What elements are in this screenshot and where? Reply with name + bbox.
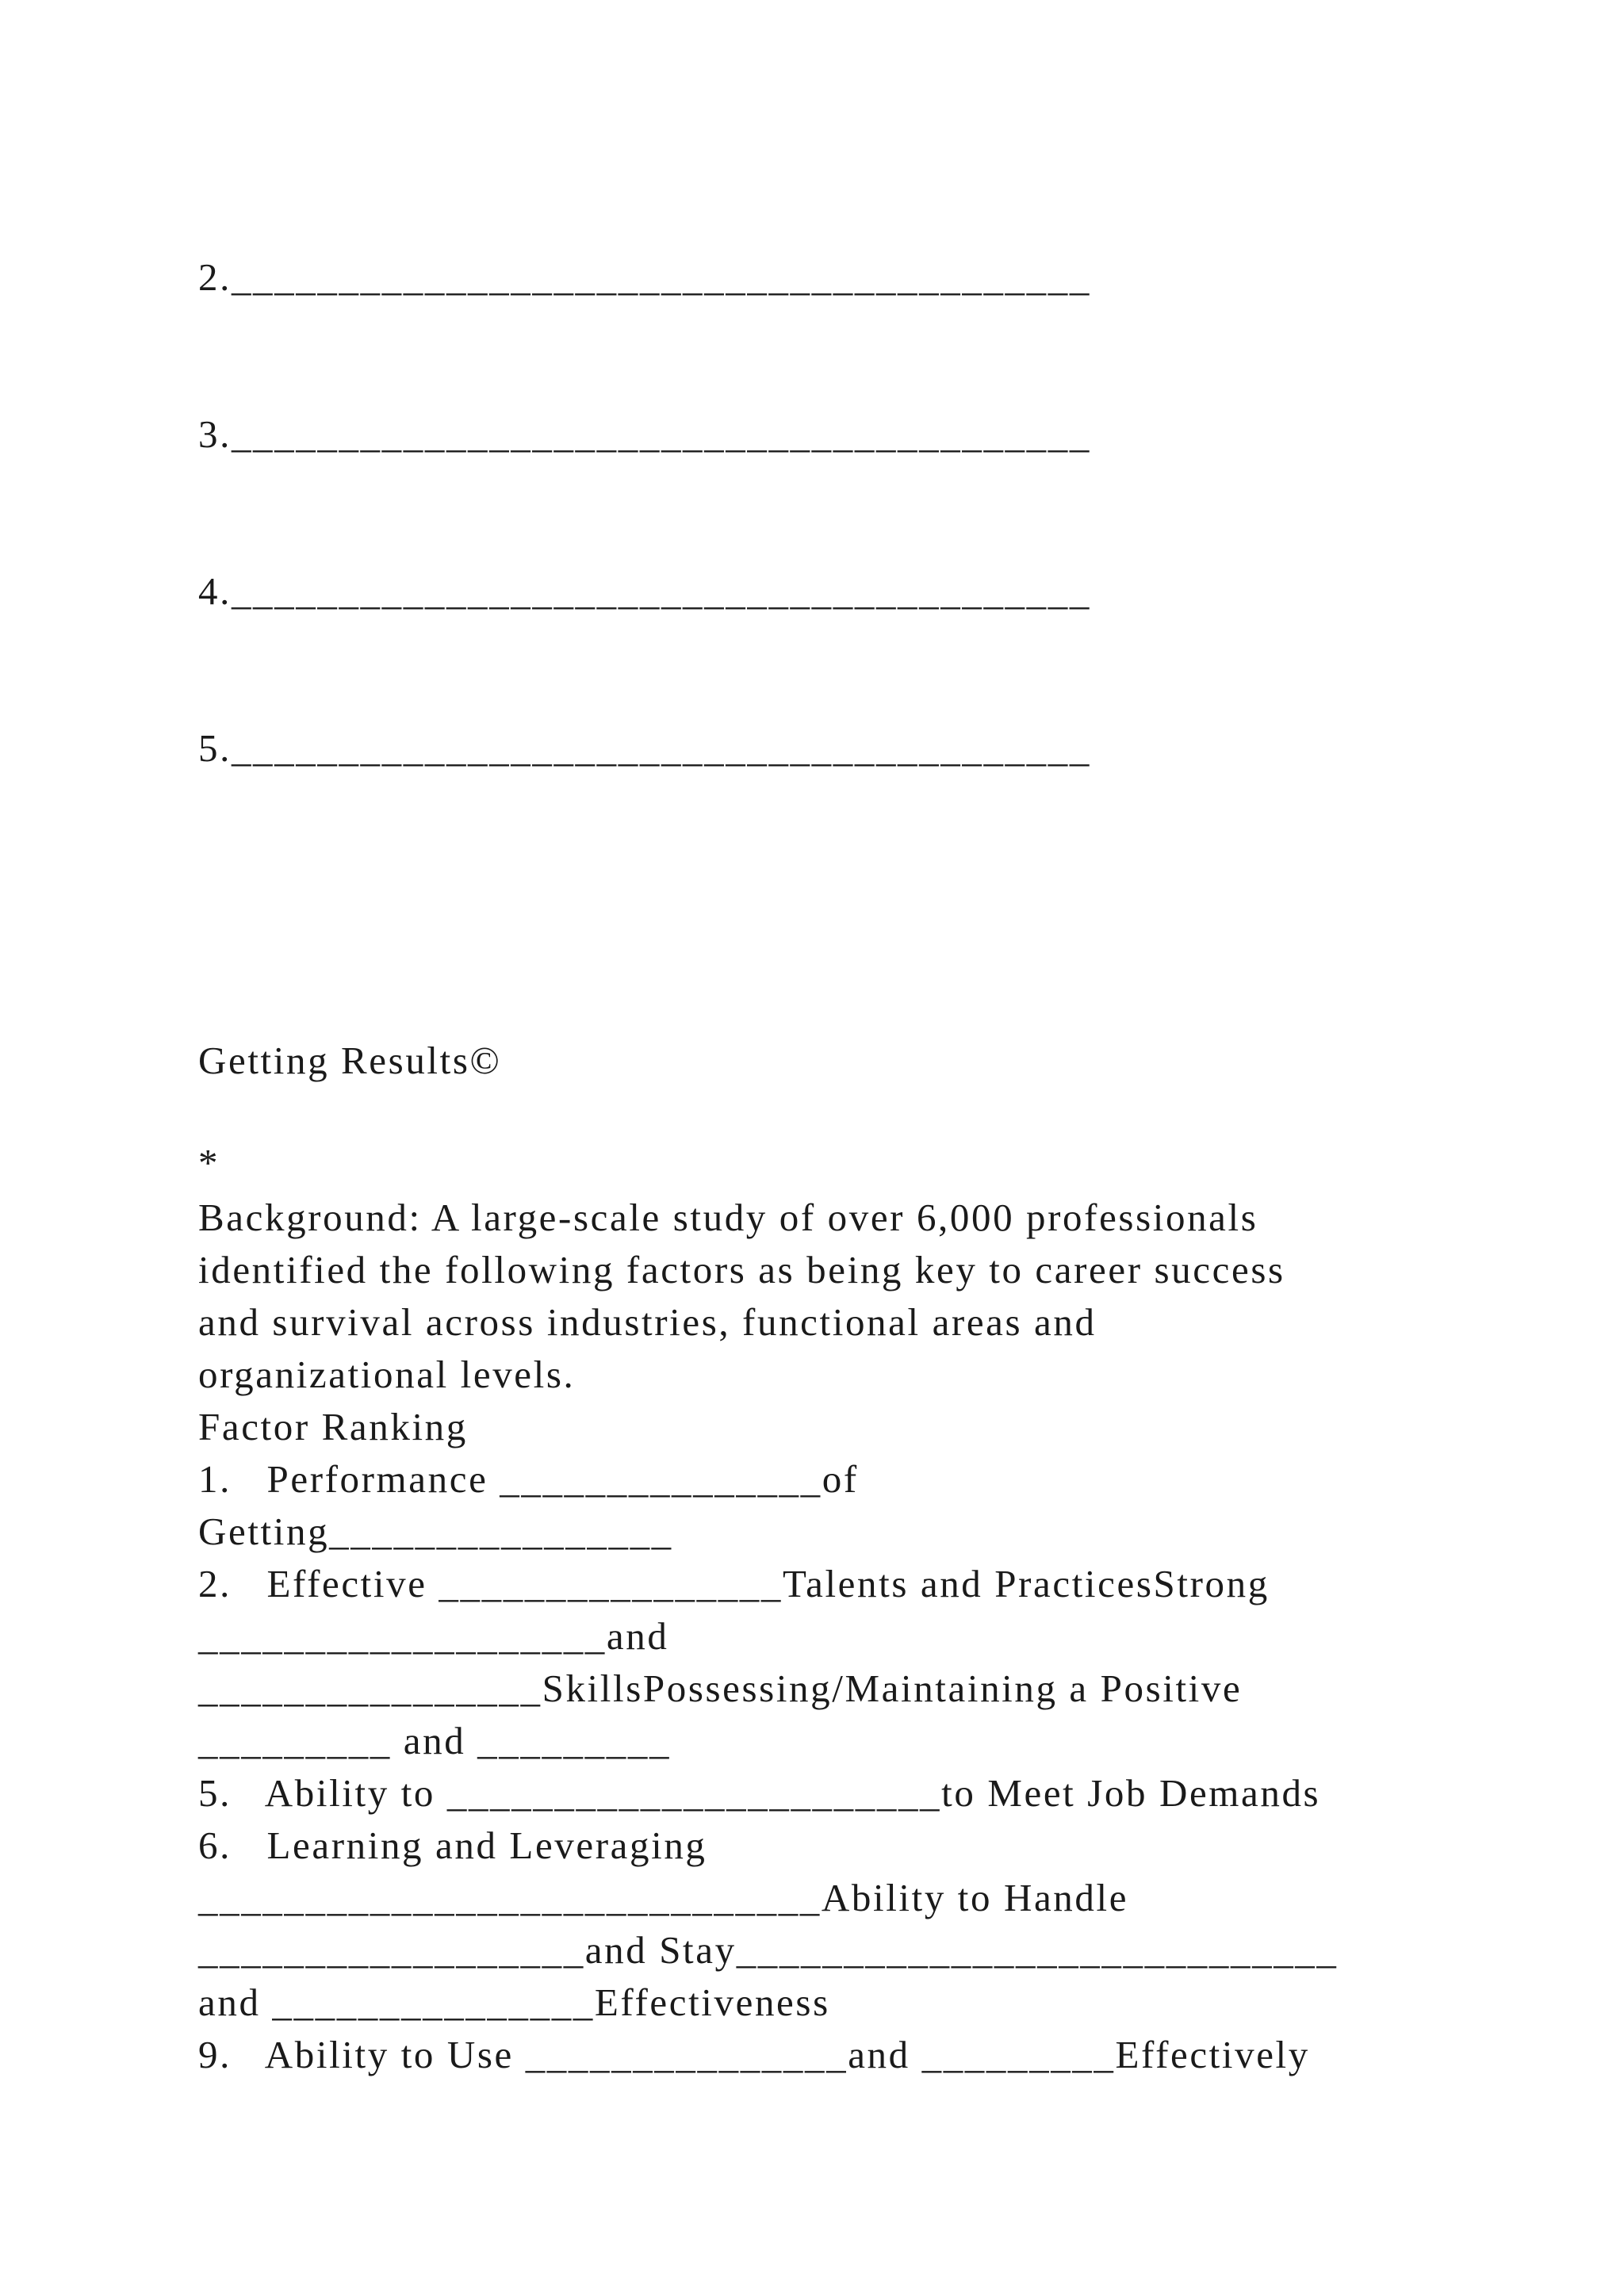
blank-line-3: 3.________________________________________ bbox=[198, 412, 1091, 456]
factor-line: and _______________Effectiveness bbox=[198, 1980, 830, 2024]
background-line: organizational levels. bbox=[198, 1353, 576, 1396]
background-line: identified the following factors as being key to career success bbox=[198, 1248, 1285, 1292]
asterisk-marker: * bbox=[198, 1141, 220, 1184]
factor-line: _____________________________Ability to Handle bbox=[198, 1876, 1129, 1919]
blank-line-5: 5.________________________________________ bbox=[198, 726, 1091, 770]
factor-line: __________________and Stay____________________________ bbox=[198, 1928, 1339, 1972]
factor-line: ________________SkillsPossessing/Maintaining a Positive bbox=[198, 1667, 1243, 1710]
blank-line-2: 2.________________________________________ bbox=[198, 255, 1091, 299]
background-line: Background: A large-scale study of over 6,000 professionals bbox=[198, 1196, 1258, 1239]
background-line: and survival across industries, functional areas and bbox=[198, 1300, 1097, 1344]
section-heading: Getting Results© bbox=[198, 1039, 502, 1082]
factor-line: 6. Learning and Leveraging bbox=[198, 1823, 707, 1867]
factor-line: 9. Ability to Use _______________and _________Effectively bbox=[198, 2033, 1310, 2076]
factor-line: 2. Effective ________________Talents and PracticesStrong bbox=[198, 1562, 1270, 1605]
factor-line: _________ and _________ bbox=[198, 1719, 672, 1762]
blank-line-4: 4.________________________________________ bbox=[198, 569, 1091, 613]
factor-line: 5. Ability to _______________________to Meet Job Demands bbox=[198, 1771, 1321, 1815]
factor-line: ___________________and bbox=[198, 1614, 669, 1658]
factor-line: Getting________________ bbox=[198, 1510, 673, 1553]
factor-ranking-title: Factor Ranking bbox=[198, 1405, 468, 1448]
factor-line: 1. Performance _______________of bbox=[198, 1457, 859, 1501]
